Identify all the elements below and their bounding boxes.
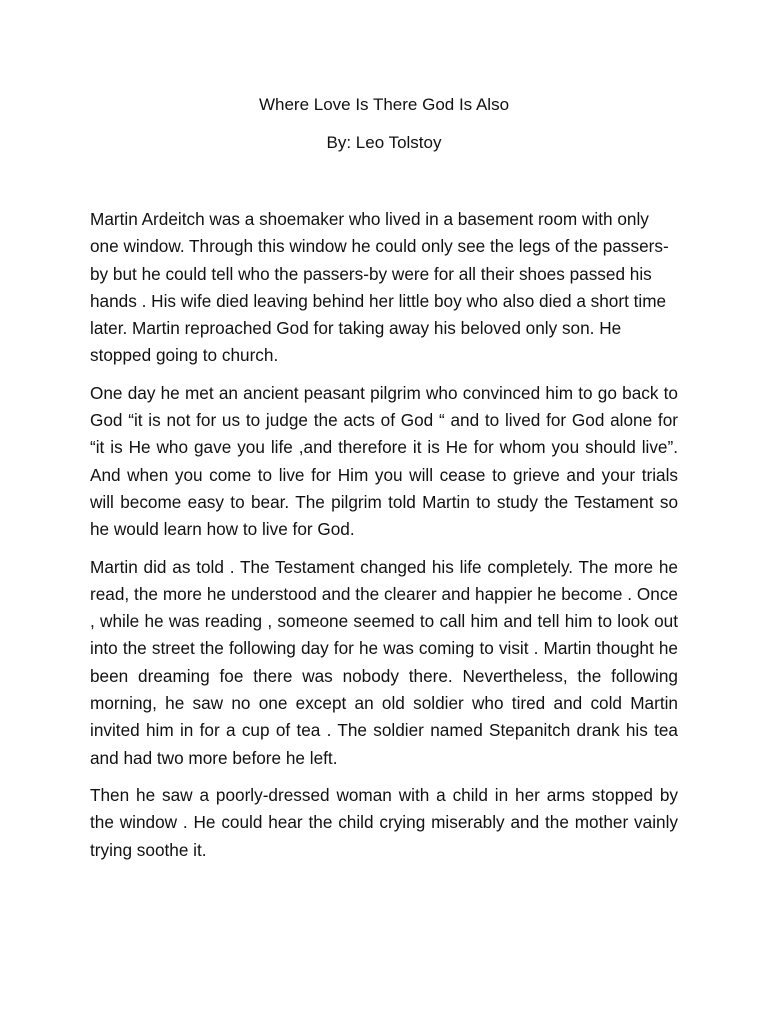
paragraph-1: Martin Ardeitch was a shoemaker who lived in a basement room with only one window. Through this window he could only see the legs of the passers-by but he could tell who the passers-by were for all their shoes passed his hands . His wife died leaving behind her little boy who also died a short time later. Martin reproached God for taking away his beloved only son. He stopped going to church.: [90, 209, 669, 366]
document-body: [90, 206, 678, 874]
author-line: By: Leo Tolstoy: [326, 133, 442, 152]
paragraph-2: One day he met an ancient peasant pilgrim who convinced him to go back to God “it is not for us to judge the acts of God “ and to lived for God alone for “it is He who gave you life ,and therefore it is He for whom you should live”. And when you come to live for Him you will cease to grieve and your trials will become easy to bear. The pilgrim told Martin to study the Testament so he would learn how to live for God.: [90, 382, 678, 540]
paragraph-4: Then he saw a poorly-dressed woman with a child in her arms stopped by the window . He could hear the child crying miserably and the mother vainly trying soothe it.: [90, 784, 678, 860]
document-title: Where Love Is There God Is Also: [258, 95, 510, 114]
paragraph-3: Martin did as told . The Testament changed his life completely. The more he read, the more he understood and the clearer and happier he become . Once , while he was reading , someone seemed to call him and tell him to look out into the street the following day for he was coming to visit . Martin thought he been dreaming foe there was nobody there. Nevertheless, the following morning, he saw no one except an old soldier who tired and cold Martin invited him in for a cup of tea . The soldier named Stepanitch drank his tea and had two more before he left.: [90, 556, 678, 768]
